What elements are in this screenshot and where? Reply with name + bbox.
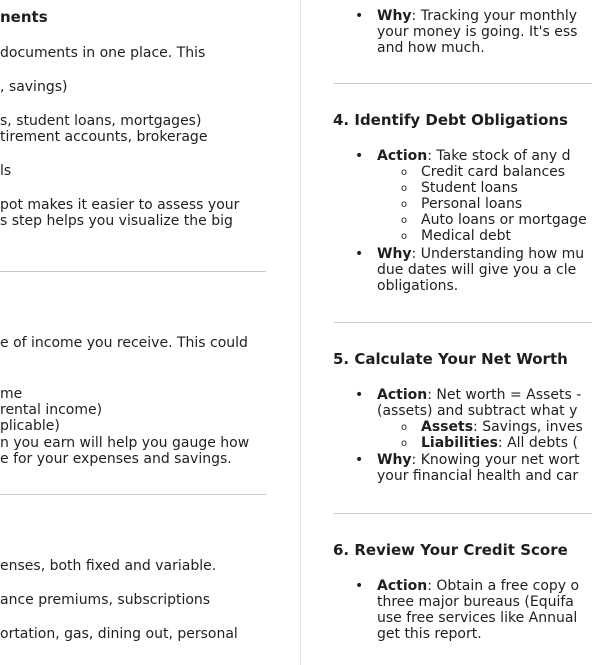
text-line: e for your expenses and savings. (0, 451, 232, 467)
list-item: Personal loans (421, 196, 523, 212)
bullet: • (355, 578, 364, 594)
right-column (300, 0, 592, 665)
list-item: Medical debt (421, 228, 511, 244)
text-line: due dates will give you a cle (377, 262, 577, 278)
text-line: n you earn will help you gauge how (0, 435, 250, 451)
text-line: me (0, 386, 23, 402)
divider (334, 513, 592, 514)
text-line: pot makes it easier to assess your (0, 197, 240, 213)
text-line: get this report. (377, 626, 482, 642)
text-line: rental income) (0, 402, 103, 418)
text-line: ls (0, 163, 12, 179)
text-line: three major bureaus (Equifa (377, 594, 574, 610)
text-line: e of income you receive. This could (0, 335, 248, 351)
divider (0, 494, 266, 495)
text-line: enses, both fixed and variable. (0, 558, 217, 574)
sub-bullet: o (401, 167, 408, 178)
sub-bullet: o (401, 438, 408, 449)
list-item: Credit card balances (421, 164, 566, 180)
sub-bullet: o (401, 422, 408, 433)
bullet: • (355, 246, 364, 262)
text-line: your money is going. It's ess (377, 24, 578, 40)
text-line: plicable) (0, 418, 60, 434)
text-line: (assets) and subtract what y (377, 403, 578, 419)
divider (334, 322, 592, 323)
section-heading-debt: 4. Identify Debt Obligations (333, 111, 568, 129)
bullet: • (355, 148, 364, 164)
why-line: Why: Tracking your monthly (377, 8, 577, 24)
action-line: Action: Obtain a free copy o (377, 578, 580, 594)
sub-bullet: o (401, 215, 408, 226)
list-item: Auto loans or mortgage (421, 212, 587, 228)
divider (0, 271, 266, 272)
text-line: ortation, gas, dining out, personal (0, 626, 238, 642)
text-line: your financial health and car (377, 468, 579, 484)
text-line: obligations. (377, 278, 459, 294)
sub-bullet: o (401, 199, 408, 210)
assets-line: Assets: Savings, inves (421, 419, 583, 435)
sub-bullet: o (401, 183, 408, 194)
sub-bullet: o (401, 231, 408, 242)
divider (334, 83, 592, 84)
action-line: Action: Net worth = Assets - (377, 387, 582, 403)
text-line: ance premiums, subscriptions (0, 592, 211, 608)
text-line: and how much. (377, 40, 485, 56)
text-line: s, student loans, mortgages) (0, 113, 202, 129)
liabilities-line: Liabilities: All debts ( (421, 435, 578, 451)
text-line: documents in one place. This (0, 45, 206, 61)
why-line: Why: Understanding how mu (377, 246, 585, 262)
bullet: • (355, 8, 364, 24)
why-line: Why: Knowing your net wort (377, 452, 580, 468)
text-line: tirement accounts, brokerage (0, 129, 208, 145)
section-heading-credit-score: 6. Review Your Credit Score (333, 541, 568, 559)
text-line: s step helps you visualize the big (0, 213, 233, 229)
section-heading-documents: nents (0, 8, 48, 26)
action-line: Action: Take stock of any d (377, 148, 571, 164)
list-item: Student loans (421, 180, 518, 196)
bullet: • (355, 452, 364, 468)
text-line: use free services like Annual (377, 610, 578, 626)
bullet: • (355, 387, 364, 403)
section-heading-net-worth: 5. Calculate Your Net Worth (333, 350, 568, 368)
text-line: , savings) (0, 79, 68, 95)
